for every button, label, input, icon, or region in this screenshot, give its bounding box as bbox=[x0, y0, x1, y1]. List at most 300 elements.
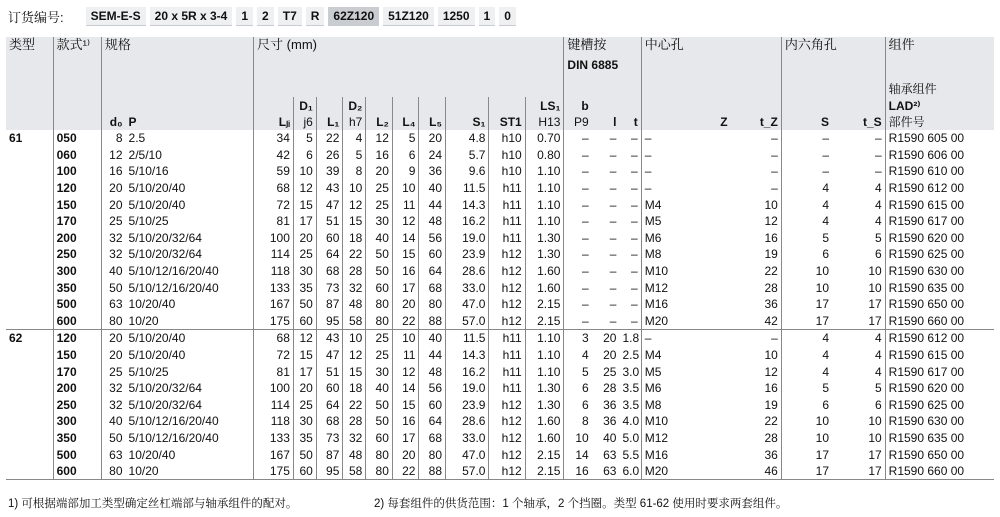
spec-table bbox=[6, 37, 994, 480]
table-cell: h12 bbox=[489, 430, 525, 447]
table-cell: – bbox=[631, 131, 638, 146]
table-cell: 18 bbox=[343, 230, 366, 247]
table-cell: 350 bbox=[53, 279, 101, 296]
table-cell: 60 bbox=[293, 313, 316, 330]
table-cell: 47.0 bbox=[446, 446, 489, 463]
table-cell: 6.0 bbox=[619, 463, 641, 480]
table-cell: 200 bbox=[53, 380, 101, 397]
table-cell: 10 bbox=[781, 279, 832, 296]
cell-type bbox=[6, 230, 53, 247]
table-cell: 50 bbox=[366, 263, 393, 280]
table-cell: 6 bbox=[392, 147, 419, 164]
table-cell: – bbox=[641, 147, 730, 164]
order-code-line bbox=[8, 6, 520, 26]
table-cell: 5/10/16 bbox=[128, 164, 169, 179]
table-cell: 19 bbox=[764, 397, 778, 412]
order-code-segment: 20 x 5R x 3-4 bbox=[150, 7, 233, 26]
table-row bbox=[6, 279, 994, 296]
table-cell: – bbox=[609, 197, 617, 212]
table-cell: 30 bbox=[293, 263, 316, 280]
table-cell: – bbox=[564, 313, 592, 330]
table-cell: R1590 630 00 bbox=[885, 263, 994, 280]
table-cell: 40 bbox=[101, 413, 125, 430]
table-cell: 4 bbox=[781, 330, 832, 347]
table-cell: 15 bbox=[392, 246, 419, 263]
table-cell: 10 bbox=[868, 414, 882, 429]
table-cell: 17 bbox=[781, 296, 832, 313]
table-cell: 40 bbox=[366, 380, 393, 397]
table-cell: – bbox=[631, 230, 638, 245]
table-cell: 20 bbox=[392, 446, 419, 463]
table-cell: – bbox=[641, 180, 730, 197]
table-cell: 15 bbox=[293, 347, 316, 364]
table-cell: 19 bbox=[764, 247, 778, 262]
table-cell: 5 bbox=[293, 130, 316, 147]
table-cell: 8 bbox=[564, 413, 592, 430]
table-cell: 28 bbox=[764, 280, 778, 295]
table-cell: 59 bbox=[254, 163, 294, 180]
table-cell: h11 bbox=[489, 213, 525, 230]
cell-type bbox=[6, 413, 53, 430]
table-cell: 5 bbox=[392, 130, 419, 147]
table-cell: 33.0 bbox=[446, 430, 489, 447]
table-cell: 60 bbox=[316, 230, 343, 247]
table-row bbox=[6, 263, 994, 280]
table-cell: M10 bbox=[641, 263, 730, 280]
table-cell: 63 bbox=[603, 447, 617, 462]
table-cell: 17 bbox=[293, 213, 316, 230]
order-code-segment: 1 bbox=[236, 7, 253, 26]
table-cell: 42 bbox=[731, 313, 782, 330]
header-dims: 尺寸 (mm) bbox=[254, 37, 564, 57]
table-cell: – bbox=[564, 147, 592, 164]
table-cell: 12 bbox=[392, 363, 419, 380]
table-cell: h12 bbox=[489, 296, 525, 313]
header-style: 款式¹⁾ bbox=[53, 37, 101, 57]
table-cell: – bbox=[609, 247, 617, 262]
table-cell: R1590 615 00 bbox=[885, 347, 994, 364]
table-cell: 25 bbox=[101, 213, 125, 230]
table-cell: 2.5 bbox=[622, 348, 640, 363]
table-cell: 14 bbox=[392, 380, 419, 397]
table-cell: 175 bbox=[254, 463, 294, 480]
table-cell: 63 bbox=[101, 446, 125, 463]
table-cell: 10 bbox=[392, 180, 419, 197]
table-cell: – bbox=[619, 313, 641, 330]
table-cell: h11 bbox=[489, 363, 525, 380]
table-cell: 4 bbox=[874, 214, 882, 229]
table-cell: R1590 606 00 bbox=[885, 147, 994, 164]
table-cell: 95 bbox=[316, 313, 343, 330]
table-cell: 20 bbox=[101, 330, 125, 347]
table-cell: 68 bbox=[316, 413, 343, 430]
col-l2: L₂ bbox=[366, 97, 393, 130]
table-cell: 42 bbox=[254, 147, 294, 164]
table-cell: h12 bbox=[489, 279, 525, 296]
order-code-segment: SEM-E-S bbox=[86, 7, 146, 26]
table-cell: 3.5 bbox=[622, 381, 640, 396]
table-cell: 10 bbox=[764, 348, 778, 363]
table-cell: 12 bbox=[343, 196, 366, 213]
table-cell: 5/10/12/16/20/40 bbox=[128, 430, 219, 445]
table-cell: 114 bbox=[254, 397, 294, 414]
table-cell: 15 bbox=[343, 213, 366, 230]
table-cell: 11.5 bbox=[446, 330, 489, 347]
table-cell: 150 bbox=[53, 347, 101, 364]
table-row bbox=[6, 330, 994, 347]
table-cell: R1590 660 00 bbox=[885, 313, 994, 330]
cell-type bbox=[6, 446, 53, 463]
table-cell: M20 bbox=[641, 313, 730, 330]
table-cell: 68 bbox=[419, 279, 446, 296]
table-cell: h11 bbox=[489, 230, 525, 247]
table-cell: M10 bbox=[641, 413, 730, 430]
table-cell: 32 bbox=[101, 230, 125, 247]
table-cell: M8 bbox=[641, 246, 730, 263]
table-cell: 10 bbox=[343, 180, 366, 197]
table-cell: 32 bbox=[343, 430, 366, 447]
table-cell: 48 bbox=[343, 446, 366, 463]
order-code-cells bbox=[86, 7, 520, 26]
table-cell: 16 bbox=[764, 230, 778, 245]
table-cell: 22 bbox=[316, 130, 343, 147]
table-cell: 23.9 bbox=[446, 397, 489, 414]
table-cell: 118 bbox=[254, 413, 294, 430]
table-cell: 1.10 bbox=[525, 213, 564, 230]
table-cell: 500 bbox=[53, 446, 101, 463]
table-cell: 58 bbox=[343, 463, 366, 480]
order-code-segment: 2 bbox=[257, 7, 274, 26]
table-cell: R1590 620 00 bbox=[885, 380, 994, 397]
table-cell: 80 bbox=[366, 446, 393, 463]
table-cell: – bbox=[631, 264, 638, 279]
table-cell: R1590 605 00 bbox=[885, 130, 994, 147]
table-cell: – bbox=[771, 181, 778, 196]
table-cell: – bbox=[564, 180, 592, 197]
table-cell: 80 bbox=[101, 313, 125, 330]
table-cell: 36 bbox=[764, 297, 778, 312]
table-cell: – bbox=[609, 131, 617, 146]
table-cell: 5 bbox=[343, 147, 366, 164]
header-component: 组件 bbox=[885, 37, 994, 57]
table-cell: – bbox=[592, 313, 620, 330]
table-cell: 22 bbox=[343, 397, 366, 414]
table-cell: – bbox=[564, 163, 592, 180]
table-cell: 28 bbox=[343, 263, 366, 280]
table-cell: 2/5/10 bbox=[128, 147, 162, 162]
table-cell: h12 bbox=[489, 463, 525, 480]
table-cell: 1.60 bbox=[525, 263, 564, 280]
table-cell: 12 bbox=[101, 147, 125, 164]
table-cell: 64 bbox=[419, 413, 446, 430]
table-cell: 36 bbox=[603, 414, 617, 429]
table-cell: 2.15 bbox=[525, 446, 564, 463]
header-spec: 规格 bbox=[101, 37, 253, 57]
table-cell: 25 bbox=[366, 180, 393, 197]
table-cell: 20 bbox=[419, 130, 446, 147]
table-cell: 80 bbox=[366, 296, 393, 313]
table-cell: 200 bbox=[53, 230, 101, 247]
table-cell: 2.15 bbox=[525, 313, 564, 330]
table-cell: 5.0 bbox=[622, 430, 640, 445]
table-cell: 64 bbox=[419, 263, 446, 280]
table-cell: h12 bbox=[489, 397, 525, 414]
table-cell: 14 bbox=[392, 230, 419, 247]
table-cell: 6 bbox=[564, 380, 592, 397]
table-cell: 28.6 bbox=[446, 413, 489, 430]
table-cell: 170 bbox=[53, 213, 101, 230]
table-cell: – bbox=[641, 330, 730, 347]
table-cell: 15 bbox=[343, 363, 366, 380]
table-cell: h12 bbox=[489, 313, 525, 330]
order-code-label: 订货编号: bbox=[8, 9, 64, 25]
table-cell: R1590 650 00 bbox=[885, 446, 994, 463]
table-cell: 88 bbox=[419, 463, 446, 480]
col-b: b P9 bbox=[564, 97, 592, 130]
table-cell: 25 bbox=[101, 363, 125, 380]
table-cell: 80 bbox=[419, 296, 446, 313]
table-cell: R1590 650 00 bbox=[885, 296, 994, 313]
col-part-number: LAD²⁾ 部件号 bbox=[885, 97, 994, 130]
table-cell: R1590 635 00 bbox=[885, 430, 994, 447]
table-cell: 20 bbox=[293, 380, 316, 397]
table-cell: 1.30 bbox=[525, 397, 564, 414]
table-cell: 19.0 bbox=[446, 230, 489, 247]
table-cell: 60 bbox=[293, 463, 316, 480]
table-cell: – bbox=[609, 230, 617, 245]
table-cell: – bbox=[874, 131, 882, 146]
cell-type bbox=[6, 147, 53, 164]
table-cell: 36 bbox=[603, 397, 617, 412]
table-cell: 5/10/20/32/64 bbox=[128, 381, 202, 396]
table-cell: 600 bbox=[53, 463, 101, 480]
table-cell: 64 bbox=[316, 397, 343, 414]
table-cell: 118 bbox=[254, 263, 294, 280]
table-cell: – bbox=[609, 147, 617, 162]
col-p: P bbox=[126, 97, 254, 130]
table-cell: 80 bbox=[366, 463, 393, 480]
order-code-segment: T7 bbox=[278, 7, 302, 26]
table-cell: 11 bbox=[392, 347, 419, 364]
table-cell: 5/10/20/40 bbox=[128, 197, 186, 212]
table-cell: 16 bbox=[101, 163, 125, 180]
table-cell: 5/10/20/32/64 bbox=[128, 230, 202, 245]
table-cell: 20 bbox=[366, 163, 393, 180]
table-cell: 17 bbox=[832, 463, 885, 480]
table-cell: 20 bbox=[101, 180, 125, 197]
col-st1: ST1 bbox=[489, 97, 525, 130]
table-cell: 10/20 bbox=[126, 463, 254, 480]
table-cell: 20 bbox=[293, 230, 316, 247]
table-cell: 64 bbox=[316, 246, 343, 263]
cell-type bbox=[6, 430, 53, 447]
table-cell: 88 bbox=[419, 313, 446, 330]
table-cell: 6 bbox=[293, 147, 316, 164]
table-cell: h10 bbox=[489, 163, 525, 180]
table-cell: 5/10/20/40 bbox=[128, 331, 186, 346]
table-cell: 50 bbox=[293, 296, 316, 313]
table-cell: 28 bbox=[343, 413, 366, 430]
table-cell: – bbox=[874, 164, 882, 179]
table-cell: M20 bbox=[641, 463, 730, 480]
table-cell: 1.10 bbox=[525, 347, 564, 364]
table-cell: – bbox=[564, 213, 592, 230]
table-cell: 5 bbox=[781, 380, 832, 397]
table-cell: 25 bbox=[603, 364, 617, 379]
table-cell: 500 bbox=[53, 296, 101, 313]
header-keyway: 键槽按 bbox=[564, 37, 641, 57]
table-row bbox=[6, 363, 994, 380]
table-cell: 1.30 bbox=[525, 246, 564, 263]
table-cell: 32 bbox=[101, 380, 125, 397]
table-row bbox=[6, 163, 994, 180]
table-cell: 050 bbox=[53, 130, 101, 147]
table-cell: 57.0 bbox=[446, 463, 489, 480]
table-cell: – bbox=[631, 197, 638, 212]
table-cell: 10 bbox=[781, 413, 832, 430]
table-cell: 2.15 bbox=[525, 296, 564, 313]
table-cell: R1590 630 00 bbox=[885, 413, 994, 430]
col-t: t bbox=[619, 97, 641, 130]
table-cell: 4 bbox=[781, 213, 832, 230]
table-cell: 50 bbox=[101, 430, 125, 447]
table-cell: 10/20/40 bbox=[128, 297, 176, 312]
table-cell: 60 bbox=[366, 279, 393, 296]
header-bearing-unit: 轴承组件 bbox=[885, 57, 994, 97]
table-cell: – bbox=[771, 131, 778, 146]
table-cell: 68 bbox=[254, 330, 294, 347]
header-hex-socket: 内六角孔 bbox=[781, 37, 885, 57]
header-din: DIN 6885 bbox=[564, 57, 641, 97]
table-cell: 10 bbox=[868, 264, 882, 279]
table-cell: h11 bbox=[489, 347, 525, 364]
table-cell: 44 bbox=[419, 347, 446, 364]
table-cell: – bbox=[609, 181, 617, 196]
table-cell: 5/10/25 bbox=[128, 364, 169, 379]
table-cell: 1.10 bbox=[525, 196, 564, 213]
table-cell: 43 bbox=[316, 330, 343, 347]
table-cell: 4 bbox=[343, 130, 366, 147]
header-center-hole: 中心孔 bbox=[641, 37, 781, 57]
table-cell: 33.0 bbox=[446, 279, 489, 296]
table-cell: – bbox=[631, 247, 638, 262]
table-cell: 2.15 bbox=[525, 463, 564, 480]
table-cell: – bbox=[564, 279, 592, 296]
table-cell: 68 bbox=[254, 180, 294, 197]
table-cell: 12 bbox=[293, 330, 316, 347]
table-cell: 1.8 bbox=[622, 331, 640, 346]
table-cell: – bbox=[771, 164, 778, 179]
table-cell: 87 bbox=[316, 296, 343, 313]
table-cell: 50 bbox=[366, 413, 393, 430]
table-cell: – bbox=[609, 214, 617, 229]
table-cell: 9 bbox=[392, 163, 419, 180]
table-cell: 20 bbox=[392, 296, 419, 313]
table-cell: 20 bbox=[101, 347, 125, 364]
table-cell: 57.0 bbox=[446, 313, 489, 330]
table-cell: 1.30 bbox=[525, 230, 564, 247]
table-cell: 28 bbox=[603, 381, 617, 396]
table-cell: 17 bbox=[868, 297, 882, 312]
table-cell: R1590 625 00 bbox=[885, 397, 994, 414]
table-cell: M5 bbox=[641, 363, 730, 380]
table-cell: h12 bbox=[489, 246, 525, 263]
table-cell: 34 bbox=[254, 130, 294, 147]
table-row bbox=[6, 413, 994, 430]
cell-type: 62 bbox=[6, 330, 53, 347]
order-code-segment: 1 bbox=[479, 7, 496, 26]
col-lj: Lⱼᵢ bbox=[254, 97, 294, 130]
table-cell: 16 bbox=[392, 263, 419, 280]
table-cell: 10 bbox=[868, 430, 882, 445]
table-cell: 40 bbox=[419, 180, 446, 197]
table-cell: M12 bbox=[641, 430, 730, 447]
table-cell: 4 bbox=[781, 180, 832, 197]
table-cell: 17 bbox=[293, 363, 316, 380]
table-row bbox=[6, 180, 994, 197]
table-cell: 51 bbox=[316, 363, 343, 380]
table-cell: 10/20/40 bbox=[128, 447, 176, 462]
table-cell: 5/10/20/32/64 bbox=[128, 247, 202, 262]
table-cell: 150 bbox=[53, 196, 101, 213]
table-cell: 17 bbox=[392, 279, 419, 296]
order-code-segment: 0 bbox=[499, 7, 516, 26]
table-cell: 39 bbox=[316, 163, 343, 180]
table-cell: 68 bbox=[419, 430, 446, 447]
table-cell: 50 bbox=[101, 279, 125, 296]
table-cell: 4 bbox=[564, 347, 592, 364]
table-cell: 40 bbox=[419, 330, 446, 347]
table-cell: 5 bbox=[874, 381, 882, 396]
table-cell: 5/10/12/16/20/40 bbox=[128, 414, 219, 429]
table-cell: 22 bbox=[764, 264, 778, 279]
cell-type bbox=[6, 463, 53, 480]
table-cell: 28.6 bbox=[446, 263, 489, 280]
table-cell: 133 bbox=[254, 279, 294, 296]
table-cell: 17 bbox=[392, 430, 419, 447]
table-cell: 18 bbox=[343, 380, 366, 397]
table-cell: 12 bbox=[392, 213, 419, 230]
table-cell: – bbox=[609, 164, 617, 179]
table-cell: 80 bbox=[101, 463, 125, 480]
table-row bbox=[6, 246, 994, 263]
col-s: S bbox=[781, 97, 832, 130]
table-cell: 5/10/20/32/64 bbox=[128, 397, 202, 412]
table-cell: R1590 617 00 bbox=[885, 213, 994, 230]
cell-type bbox=[6, 313, 53, 330]
table-cell: – bbox=[781, 163, 832, 180]
table-cell: – bbox=[564, 230, 592, 247]
spec-table-body bbox=[6, 130, 994, 480]
table-cell: 30 bbox=[293, 413, 316, 430]
table-cell: 60 bbox=[419, 246, 446, 263]
table-cell: 25 bbox=[366, 347, 393, 364]
table-cell: 10/20 bbox=[126, 313, 254, 330]
table-cell: 35 bbox=[293, 279, 316, 296]
cell-type: 61 bbox=[9, 131, 23, 146]
table-cell: h10 bbox=[489, 130, 525, 147]
table-cell: 11.5 bbox=[446, 180, 489, 197]
table-cell: – bbox=[641, 130, 730, 147]
table-cell: 17 bbox=[781, 463, 832, 480]
order-code-segment: 51Z120 bbox=[383, 7, 434, 26]
table-cell: 58 bbox=[343, 313, 366, 330]
table-cell: 17 bbox=[781, 313, 832, 330]
table-cell: 30 bbox=[366, 213, 393, 230]
order-code-segment: R bbox=[306, 7, 325, 26]
col-tz: t_Z bbox=[731, 97, 782, 130]
table-cell: 4.8 bbox=[446, 130, 489, 147]
